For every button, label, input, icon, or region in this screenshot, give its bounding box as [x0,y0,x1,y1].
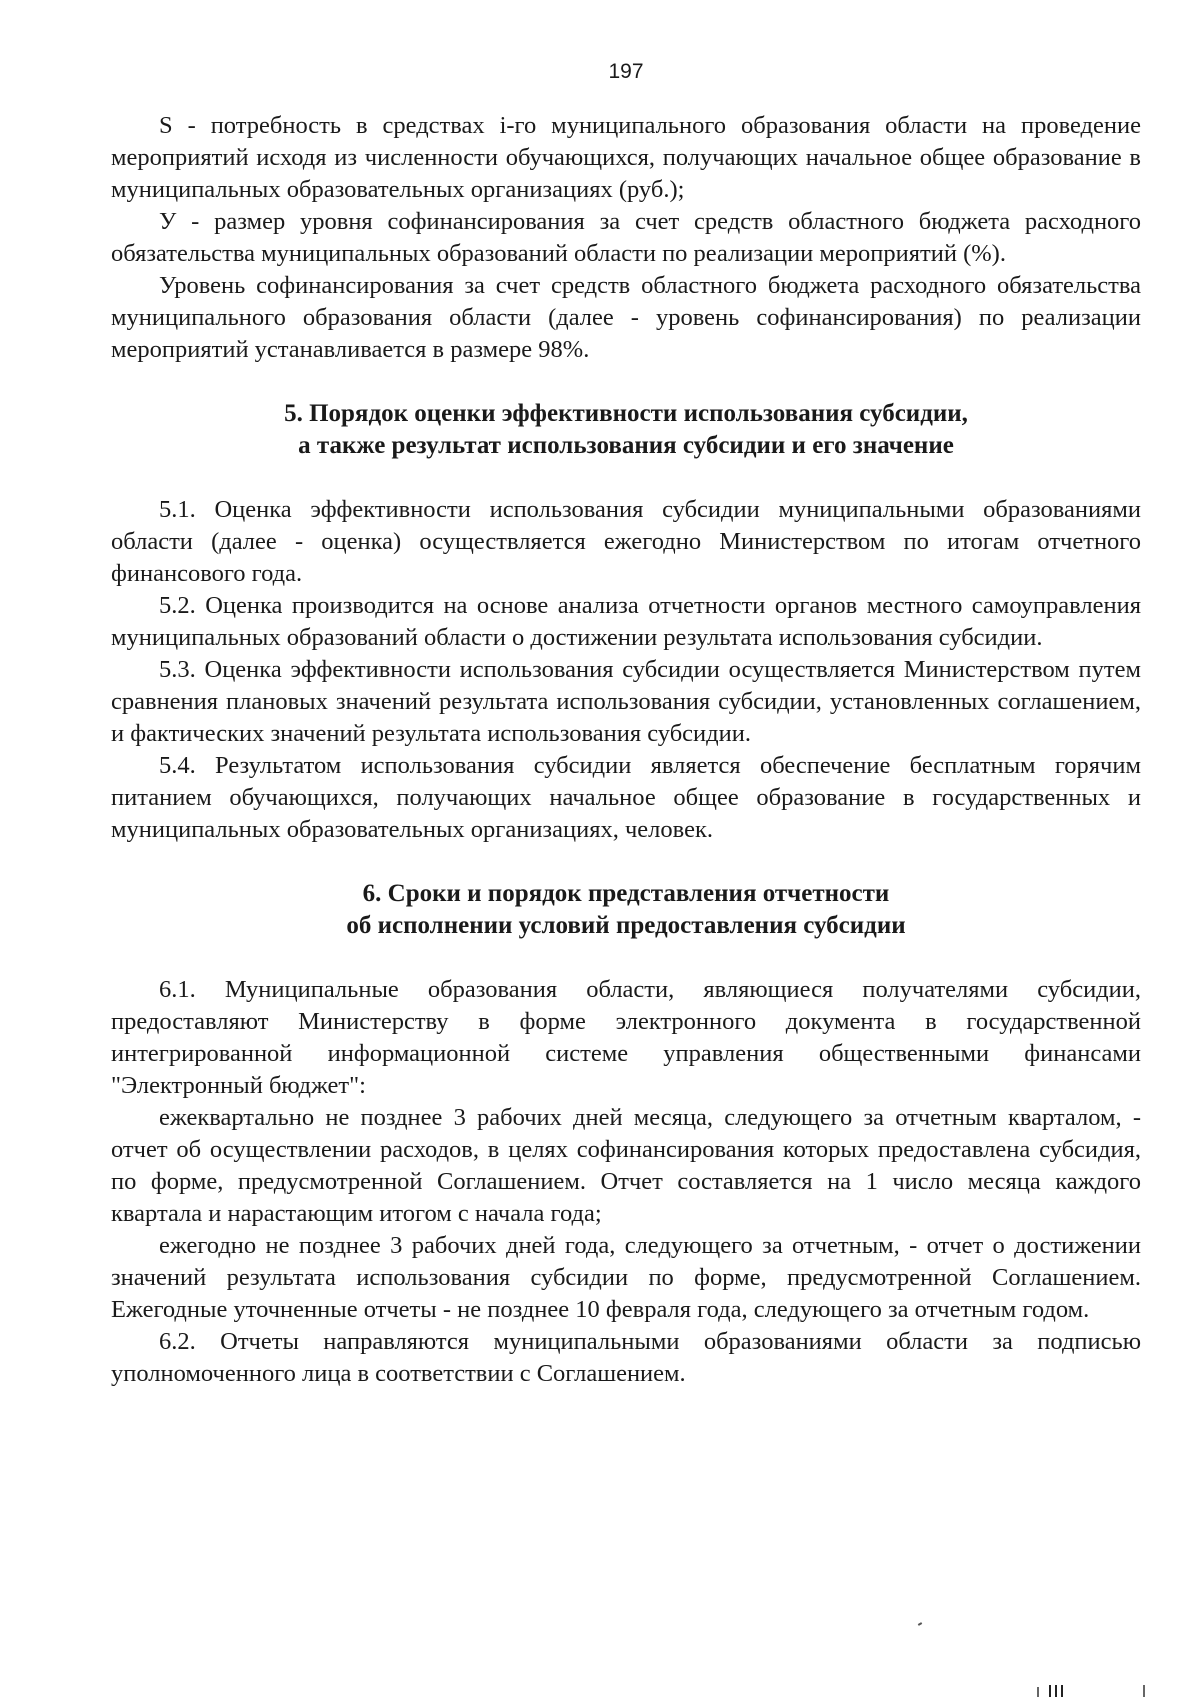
paragraph-6-2: 6.2. Отчеты направляются муниципальными образованиями области за подписью уполномоченного лица в соответствии с Соглашением. [111,1328,1141,1387]
section-5-body [111,494,1141,846]
paragraph-quarterly-report: ежеквартально не позднее 3 рабочих дней месяца, следующего за отчетным кварталом, - отчет об осуществлении расходов, в целях софинансирования которых предоставлена субсидия, по форме, предусмотренной Соглашением. Отчет составляется на 1 число месяца каждого квартала и нарастающим итогом с начала года; [111,1104,1141,1227]
formula-definitions [111,110,1141,366]
paragraph-5-4: 5.4. Результатом использования субсидии является обеспечение бесплатным горячим питанием обучающихся, получающих начальное общее образование в государственных и муниципальных образовательных организациях, человек. [111,752,1141,843]
paragraph-5-1: 5.1. Оценка эффективности использования субсидии муниципальными образованиями области (далее - оценка) осуществляется ежегодно Министерством по итогам отчетного финансового года. [111,496,1141,587]
section-6-heading [111,878,1141,942]
paragraph-annual-report: ежегодно не позднее 3 рабочих дней года, следующего за отчетным, - отчет о достижении значений результата использования субсидии по форме, предусмотренной Соглашением. Ежегодные уточненные отчеты - не позднее 10 февраля года, следующего за отчетным годом. [111,1232,1141,1323]
paragraph-5-2: 5.2. Оценка производится на основе анализа отчетности органов местного самоуправления муниципальных образований области о достижении результата использования субсидии. [111,592,1141,651]
section-5-title-line-1: 5. Порядок оценки эффективности использования субсидии, [284,400,968,427]
paragraph-6-1: 6.1. Муниципальные образования области, являющиеся получателями субсидии, предоставляют Министерству в форме электронного документа в государственной интегрированной информационной системе управления общественными финансами "Электронный бюджет": [111,976,1141,1099]
page-number: 197 [608,60,644,83]
section-6-body [111,974,1141,1390]
scan-edge-marks [1032,1683,1152,1697]
scan-artifact-dot [918,1622,922,1626]
definition-s: S - потребность в средствах i-го муниципального образования области на проведение мероприятий исходя из численности обучающихся, получающих начальное общее образование в муниципальных образовательных организациях (руб.); [111,112,1141,203]
section-5-heading [111,398,1141,462]
definition-u: У - размер уровня софинансирования за счет средств областного бюджета расходного обязательства муниципальных образований области по реализации мероприятий (%). [111,208,1141,267]
document-page [111,60,1141,1390]
section-5-title-line-2: а также результат использования субсидии и его значение [298,432,954,459]
section-6-title-line-1: 6. Сроки и порядок представления отчетности [362,880,890,907]
section-6-title-line-2: об исполнении условий предоставления субсидии [346,912,906,939]
cofinancing-level-paragraph: Уровень софинансирования за счет средств областного бюджета расходного обязательства муниципального образования области (далее - уровень софинансирования) по реализации мероприятий устанавливается в размере 98%. [111,272,1141,363]
paragraph-5-3: 5.3. Оценка эффективности использования субсидии осуществляется Министерством путем сравнения плановых значений результата использования субсидии, установленных соглашением, и фактических значений результата использования субсидии. [111,656,1141,747]
